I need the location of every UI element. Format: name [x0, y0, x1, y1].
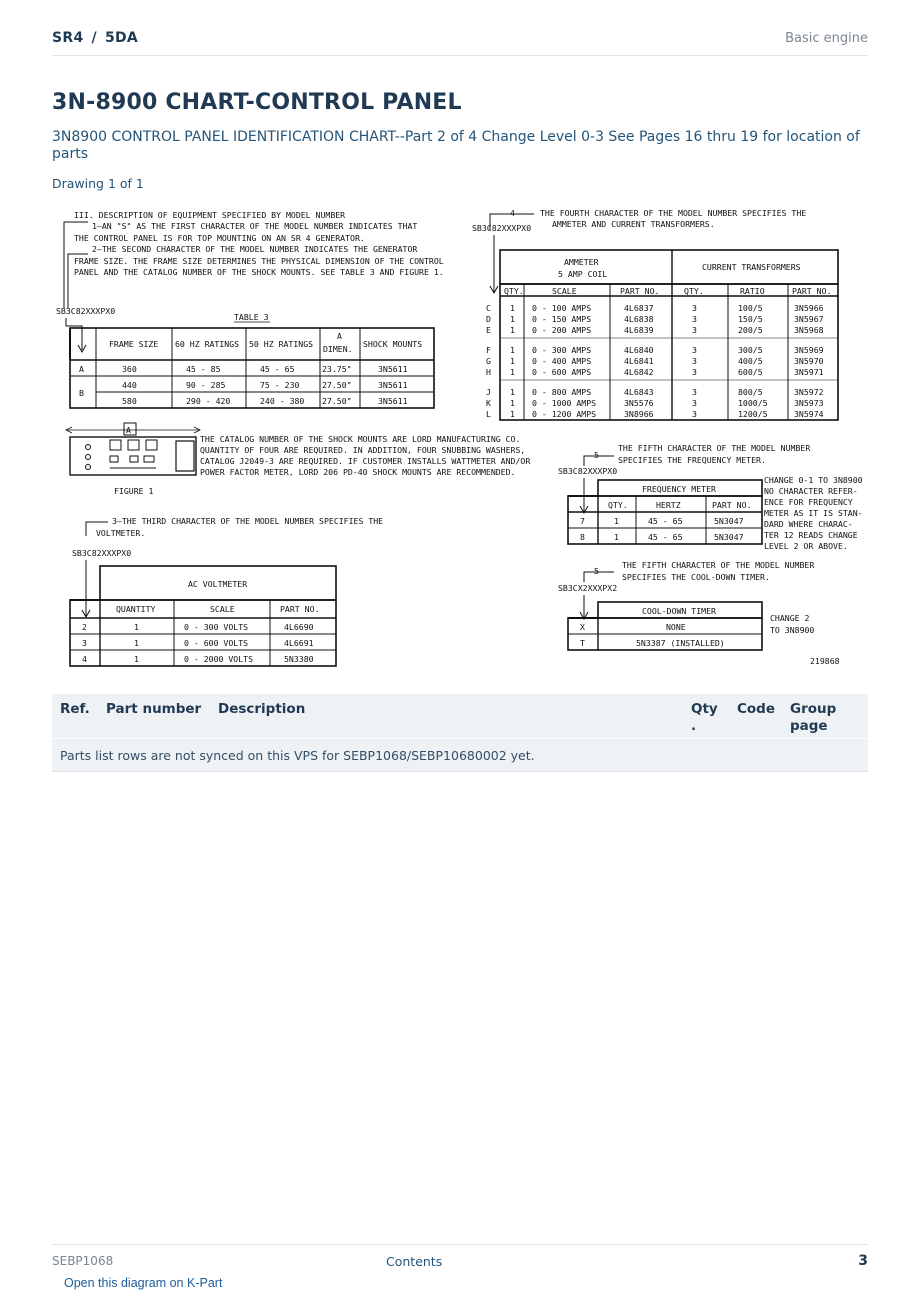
col-group-label: Group: [790, 701, 837, 717]
page-subtitle: 3N8900 CONTROL PANEL IDENTIFICATION CHART--Part 2 of 4 Change Level 0-3 See Pages 16 thru 19 for location of parts: [52, 129, 860, 162]
ct-cell-qty: 3: [692, 387, 697, 397]
drawing-label: Drawing 1 of 1: [52, 176, 144, 191]
col-ref: Ref.: [60, 701, 90, 717]
ct-cell-qty: 3: [692, 314, 697, 324]
freq-title: FREQUENCY METER: [642, 484, 716, 494]
note3-line-a: 3—THE THIRD CHARACTER OF THE MODEL NUMBER SPECIFIES THE: [112, 516, 384, 526]
note5f-line-b: SPECIFIES THE FREQUENCY METER.: [618, 455, 766, 465]
ammeter-row-code: C: [486, 303, 491, 313]
table3-header-60hz: 60 HZ RATINGS: [175, 339, 240, 349]
ammeter-title-a: AMMETER: [564, 257, 599, 267]
mount-note-line-3: CATALOG J2049-3 ARE REQUIRED. IF CUSTOMER INSTALLS WATTMETER AND/OR: [200, 456, 531, 466]
page-title: 3N-8900 CHART-CONTROL PANEL: [52, 90, 462, 115]
table3-row-code: B: [79, 388, 84, 398]
drawing-number: 219868: [810, 656, 840, 666]
page-footer: [52, 1244, 868, 1274]
ammeter-cell-scale: 0 - 1000 AMPS: [532, 398, 597, 408]
voltmeter-cell-part: 4L6691: [284, 638, 314, 648]
figure1-dim-label: A: [126, 425, 131, 435]
note4-line-a: THE FOURTH CHARACTER OF THE MODEL NUMBER SPECIFIES THE: [540, 208, 807, 218]
change-note-1-line: TER 12 READS CHANGE: [764, 530, 858, 540]
cooldown-row-code: T: [580, 638, 585, 648]
ct-cell-ratio: 400/5: [738, 356, 763, 366]
control-panel-chart-drawing: [52, 200, 868, 675]
table3-cell-dimen: 23.75": [322, 364, 352, 374]
freq-cell-hertz: 45 - 65: [648, 532, 683, 542]
ammeter-cell-qty: 1: [510, 325, 515, 335]
ammeter-row-code: H: [486, 367, 491, 377]
mount-note-line-4: POWER FACTOR METER, LORD 206 PD-40 SHOCK MOUNTS ARE RECOMMENDED.: [200, 467, 516, 477]
ct-cell-ratio: 200/5: [738, 325, 763, 335]
note4-line-b: AMMETER AND CURRENT TRANSFORMERS.: [552, 219, 715, 229]
ct-cell-ratio: 1200/5: [738, 409, 768, 419]
ct-cell-ratio: 100/5: [738, 303, 763, 313]
page-header: [52, 28, 868, 56]
ct-cell-ratio: 1000/5: [738, 398, 768, 408]
ammeter-row-code: D: [486, 314, 491, 324]
note1-line-a: 1—AN "S" AS THE FIRST CHARACTER OF THE MODEL NUMBER INDICATES THAT: [92, 221, 418, 231]
ct-cell-part: 3N5966: [794, 303, 824, 313]
ct-cell-part: 3N5969: [794, 345, 824, 355]
col-qty: [691, 701, 718, 735]
table3-cell-mount: 3N5611: [378, 396, 408, 406]
table3-header-frame: FRAME SIZE: [109, 339, 159, 349]
ct-cell-ratio: 600/5: [738, 367, 763, 377]
breadcrumb: [52, 30, 138, 46]
model-code-5c: SB3CX2XXXPX2: [558, 583, 618, 593]
table3-cell-60hz: 290 - 420: [186, 396, 231, 406]
ammeter-cell-part: 3N5576: [624, 398, 654, 408]
ammeter-cell-qty: 1: [510, 314, 515, 324]
table3-cell-frame: 580: [122, 396, 137, 406]
note1-line-b: THE CONTROL PANEL IS FOR TOP MOUNTING ON AN SR 4 GENERATOR.: [74, 233, 365, 243]
freq-cell-qty: 1: [614, 516, 619, 526]
change-note-1-line: LEVEL 2 OR ABOVE.: [764, 541, 848, 551]
voltmeter-cell-part: 5N3380: [284, 654, 314, 664]
voltmeter-header-scale: SCALE: [210, 604, 235, 614]
ct-cell-ratio: 150/5: [738, 314, 763, 324]
contents-link[interactable]: Contents: [386, 1254, 443, 1269]
ct-title: CURRENT TRANSFORMERS: [702, 262, 801, 272]
breadcrumb-separator: /: [91, 30, 97, 46]
change-note-1-line: DARD WHERE CHARAC-: [764, 519, 853, 529]
ammeter-cell-qty: 1: [510, 409, 515, 419]
table3-cell-60hz: 90 - 285: [186, 380, 226, 390]
ct-cell-part: 3N5972: [794, 387, 824, 397]
voltmeter-row-code: 3: [82, 638, 87, 648]
ammeter-header-qty: QTY.: [504, 286, 524, 296]
ammeter-row-code: F: [486, 345, 491, 355]
cooldown-row-code: X: [580, 622, 585, 632]
table3-cell-50hz: 45 - 65: [260, 364, 295, 374]
freq-header-part: PART NO.: [712, 500, 752, 510]
voltmeter-cell-scale: 0 - 300 VOLTS: [184, 622, 249, 632]
note4-number: 4: [510, 208, 515, 218]
parts-list-body: [52, 738, 868, 772]
table3-title: TABLE 3: [234, 312, 269, 322]
note2-line-a: 2—THE SECOND CHARACTER OF THE MODEL NUMBER INDICATES THE GENERATOR: [92, 244, 418, 254]
freq-row-code: 8: [580, 532, 585, 542]
ammeter-title-b: 5 AMP COIL: [558, 269, 608, 279]
freq-cell-hertz: 45 - 65: [648, 516, 683, 526]
note2-line-b: FRAME SIZE. THE FRAME SIZE DETERMINES THE PHYSICAL DIMENSION OF THE CONTROL: [74, 256, 444, 266]
change-note-1-line: METER AS IT IS STAN-: [764, 508, 863, 518]
col-qty-dot: .: [691, 718, 697, 734]
ct-cell-ratio: 800/5: [738, 387, 763, 397]
ct-cell-part: 3N5968: [794, 325, 824, 335]
note3-line-b: VOLTMETER.: [96, 528, 146, 538]
ammeter-cell-scale: 0 - 1200 AMPS: [532, 409, 597, 419]
ammeter-cell-qty: 1: [510, 356, 515, 366]
ammeter-cell-qty: 1: [510, 387, 515, 397]
change-note-1-line: CHANGE 0-1 TO 3N8900: [764, 475, 863, 485]
ct-header-qty: QTY.: [684, 286, 704, 296]
model-code-4: SB3C82XXXPX0: [472, 223, 532, 233]
table3-cell-50hz: 240 - 380: [260, 396, 305, 406]
voltmeter-cell-part: 4L6690: [284, 622, 314, 632]
ammeter-cell-qty: 1: [510, 367, 515, 377]
ct-cell-qty: 3: [692, 303, 697, 313]
ct-cell-qty: 3: [692, 367, 697, 377]
table3-header-a: A: [337, 331, 342, 341]
parts-empty-message: Parts list rows are not synced on this VPS for SEBP1068/SEBP10680002 yet.: [60, 748, 535, 763]
cooldown-cell-value: NONE: [666, 622, 686, 632]
table3-cell-dimen: 27.50": [322, 380, 352, 390]
ammeter-row-code: E: [486, 325, 491, 335]
table3-row-code: A: [79, 364, 84, 374]
ammeter-cell-scale: 0 - 100 AMPS: [532, 303, 592, 313]
section-name: Basic engine: [785, 31, 868, 46]
note5c-number: 5: [594, 566, 599, 576]
model-code-1: SB3C82XXXPX0: [56, 306, 116, 316]
ct-cell-qty: 3: [692, 325, 697, 335]
table3-header-dimen: DIMEN.: [323, 344, 353, 354]
ammeter-cell-part: 4L6842: [624, 367, 654, 377]
ammeter-cell-scale: 0 - 600 AMPS: [532, 367, 592, 377]
ammeter-row-code: J: [486, 387, 491, 397]
ct-cell-part: 3N5974: [794, 409, 824, 419]
ammeter-header-scale: SCALE: [552, 286, 577, 296]
ammeter-cell-scale: 0 - 150 AMPS: [532, 314, 592, 324]
voltmeter-cell-qty: 1: [134, 622, 139, 632]
ammeter-cell-scale: 0 - 300 AMPS: [532, 345, 592, 355]
ammeter-cell-part: 3N8966: [624, 409, 654, 419]
table3-cell-frame: 440: [122, 380, 137, 390]
ammeter-cell-part: 4L6840: [624, 345, 654, 355]
table3-cell-50hz: 75 - 230: [260, 380, 300, 390]
ct-cell-qty: 3: [692, 345, 697, 355]
freq-cell-part: 5N3047: [714, 532, 744, 542]
ct-cell-qty: 3: [692, 398, 697, 408]
voltmeter-row-code: 2: [82, 622, 87, 632]
freq-header-hertz: HERTZ: [656, 500, 681, 510]
table3-cell-mount: 3N5611: [378, 364, 408, 374]
freq-header-qty: QTY.: [608, 500, 628, 510]
note2-line-c: PANEL AND THE CATALOG NUMBER OF THE SHOCK MOUNTS. SEE TABLE 3 AND FIGURE 1.: [74, 267, 444, 277]
col-part-number: Part number: [106, 701, 202, 717]
ammeter-cell-qty: 1: [510, 303, 515, 313]
voltmeter-cell-qty: 1: [134, 638, 139, 648]
voltmeter-cell-qty: 1: [134, 654, 139, 664]
note5c-line-a: THE FIFTH CHARACTER OF THE MODEL NUMBER: [622, 560, 815, 570]
col-page-label: page: [790, 718, 828, 734]
ammeter-cell-scale: 0 - 800 AMPS: [532, 387, 592, 397]
breadcrumb-sub-model[interactable]: 5DA: [104, 30, 139, 46]
ct-header-ratio: RATIO: [740, 286, 765, 296]
note5f-line-a: THE FIFTH CHARACTER OF THE MODEL NUMBER: [618, 443, 811, 453]
voltmeter-cell-scale: 0 - 2000 VOLTS: [184, 654, 254, 664]
voltmeter-row-code: 4: [82, 654, 87, 664]
voltmeter-cell-scale: 0 - 600 VOLTS: [184, 638, 249, 648]
table3-header-mounts: SHOCK MOUNTS: [363, 339, 423, 349]
col-description: Description: [218, 701, 306, 717]
table3-cell-dimen: 27.50": [322, 396, 352, 406]
ct-header-part: PART NO.: [792, 286, 832, 296]
ammeter-row-code: L: [486, 409, 491, 419]
ammeter-header-part: PART NO.: [620, 286, 660, 296]
parts-list-table: [52, 694, 868, 772]
cooldown-cell-value: 5N3387 (INSTALLED): [636, 638, 725, 648]
col-group-page: [790, 701, 836, 735]
ammeter-row-code: G: [486, 356, 491, 366]
ammeter-cell-qty: 1: [510, 398, 515, 408]
col-code: Code: [737, 701, 776, 717]
ammeter-cell-scale: 0 - 200 AMPS: [532, 325, 592, 335]
voltmeter-header-part: PART NO.: [280, 604, 320, 614]
change-note-2-line-1: CHANGE 2: [770, 613, 810, 623]
change-note-1-line: ENCE FOR FREQUENCY: [764, 497, 853, 507]
ammeter-cell-part: 4L6837: [624, 303, 654, 313]
table3-cell-frame: 360: [122, 364, 137, 374]
ammeter-cell-part: 4L6838: [624, 314, 654, 324]
section3-heading: III. DESCRIPTION OF EQUIPMENT SPECIFIED BY MODEL NUMBER: [74, 210, 346, 220]
model-code-5f: SB3C82XXXPX0: [558, 466, 618, 476]
ct-cell-qty: 3: [692, 409, 697, 419]
change-note-2-line-2: TO 3N8900: [770, 625, 815, 635]
parts-list-header: [52, 694, 868, 738]
open-diagram-link[interactable]: Open this diagram on K-Part: [64, 1276, 223, 1290]
ammeter-cell-part: 4L6841: [624, 356, 654, 366]
ct-cell-part: 3N5970: [794, 356, 824, 366]
ammeter-row-code: K: [486, 398, 491, 408]
breadcrumb-model[interactable]: SR4: [52, 30, 84, 46]
document-id: SEBP1068: [52, 1254, 114, 1268]
ct-cell-ratio: 300/5: [738, 345, 763, 355]
ct-cell-part: 3N5967: [794, 314, 824, 324]
ammeter-cell-qty: 1: [510, 345, 515, 355]
change-note-1-line: NO CHARACTER REFER-: [764, 486, 858, 496]
ct-cell-qty: 3: [692, 356, 697, 366]
table3-header-50hz: 50 HZ RATINGS: [249, 339, 314, 349]
ammeter-cell-scale: 0 - 400 AMPS: [532, 356, 592, 366]
ammeter-cell-part: 4L6839: [624, 325, 654, 335]
table3-cell-mount: 3N5611: [378, 380, 408, 390]
ct-cell-part: 3N5971: [794, 367, 824, 377]
voltmeter-header-qty: QUANTITY: [116, 604, 156, 614]
ammeter-cell-part: 4L6843: [624, 387, 654, 397]
mount-note-line-1: THE CATALOG NUMBER OF THE SHOCK MOUNTS ARE LORD MANUFACTURING CO.: [200, 434, 521, 444]
figure1-label: FIGURE 1: [114, 486, 154, 496]
note5f-number: 5: [594, 450, 599, 460]
ct-cell-part: 3N5973: [794, 398, 824, 408]
table3-cell-60hz: 45 - 85: [186, 364, 221, 374]
cooldown-title: COOL-DOWN TIMER: [642, 606, 716, 616]
mount-note-line-2: QUANTITY OF FOUR ARE REQUIRED. IN ADDITION, FOUR SNUBBING WASHERS,: [200, 445, 526, 455]
freq-row-code: 7: [580, 516, 585, 526]
voltmeter-title: AC VOLTMETER: [188, 579, 248, 589]
freq-cell-qty: 1: [614, 532, 619, 542]
col-qty-label: Qty: [691, 701, 718, 717]
page-number: 3: [858, 1253, 868, 1269]
note5c-line-b: SPECIFIES THE COOL-DOWN TIMER.: [622, 572, 770, 582]
model-code-3: SB3C82XXXPX0: [72, 548, 132, 558]
freq-cell-part: 5N3047: [714, 516, 744, 526]
